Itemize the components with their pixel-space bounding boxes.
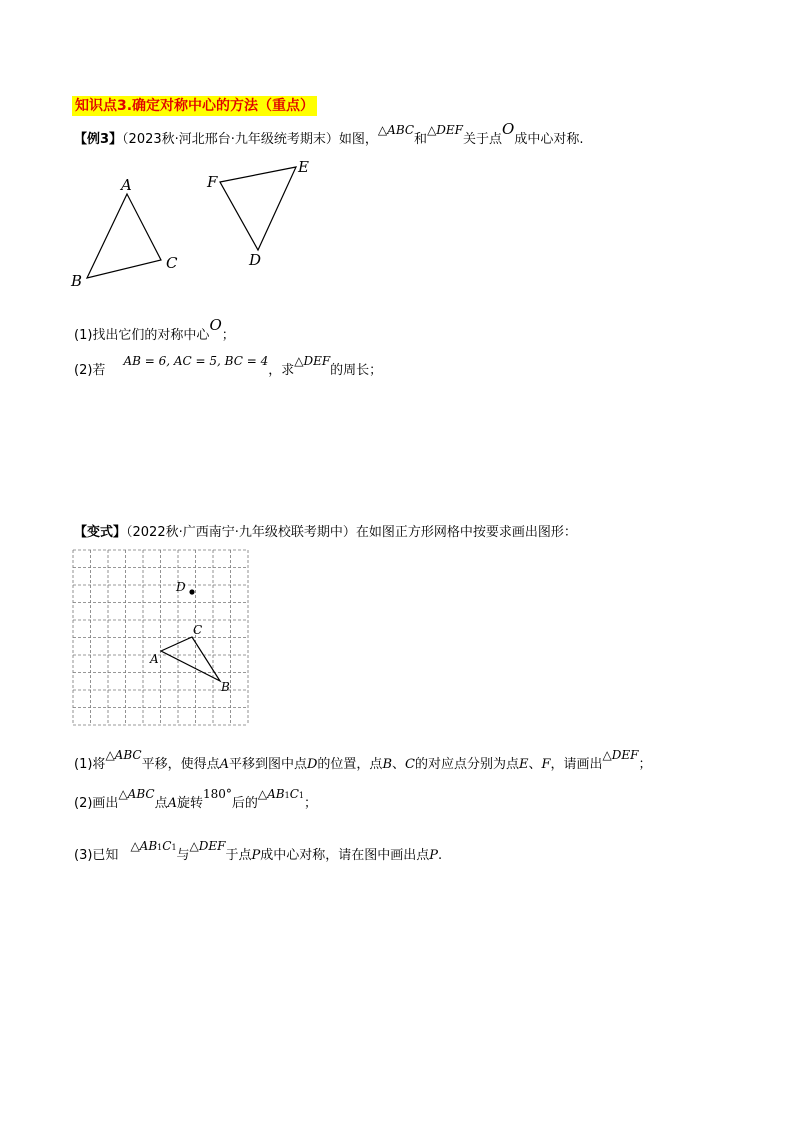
point-symbol: A: [219, 757, 229, 772]
triangle-symbol-c: C: [162, 839, 172, 853]
question-text: 于点: [225, 848, 252, 863]
question-text: 旋转: [176, 796, 203, 811]
point-symbol: C: [405, 757, 415, 772]
variant-question-3: [74, 839, 443, 866]
label-f: F: [207, 173, 218, 191]
triangle-def-symbol: △DEF: [602, 748, 639, 762]
triangle-def: [220, 167, 296, 250]
question-text: ；: [638, 757, 652, 772]
triangle-ab1c1-symbol: [130, 839, 176, 853]
question-text: 、: [392, 757, 406, 772]
label-c: C: [166, 254, 178, 272]
point-symbol: F: [541, 757, 551, 772]
question-text: ；: [221, 328, 235, 343]
triangle-symbol-main: △AB: [130, 839, 158, 853]
label-e: E: [298, 158, 309, 176]
subscript: 1: [284, 791, 290, 800]
triangle-symbol-c: C: [289, 787, 299, 801]
example3-statement: [74, 120, 584, 149]
rotation-angle: 180°: [202, 787, 232, 801]
question-number: (2): [74, 796, 93, 811]
triangle-ab1c1-symbol: [258, 787, 304, 801]
question-text: 、: [528, 757, 542, 772]
question-text: 找出它们的对称中心: [92, 328, 210, 343]
question-text: ，求: [268, 363, 295, 378]
question-text: 平移到图中点: [228, 757, 307, 772]
triangle-symbol-main: △AB: [257, 787, 285, 801]
variant-tag: 【变式】: [74, 525, 127, 540]
subscript: 1: [157, 843, 163, 852]
question-text: 点: [154, 796, 168, 811]
label-d: D: [249, 251, 262, 269]
variant-statement: [74, 524, 577, 542]
example3-text: 关于点: [463, 132, 503, 147]
question-number: (1): [74, 328, 93, 343]
triangle-abc-symbol: △ABC: [377, 123, 415, 137]
variant-grid-figure: [68, 545, 258, 735]
question-text: ，请画出: [550, 757, 603, 772]
example3-triangles-figure: [60, 155, 340, 295]
point-symbol: D: [306, 757, 318, 772]
example3-tag: 【例3】: [74, 132, 123, 147]
subscript: 1: [298, 791, 304, 800]
question-text: 的对应点分别为点: [414, 757, 519, 772]
variant-question-1: [74, 748, 652, 774]
point-symbol: E: [518, 757, 529, 772]
question-number: (1): [74, 757, 93, 772]
question-number: (2): [74, 363, 93, 378]
point-symbol: A: [167, 796, 177, 811]
example3-question-2: [74, 354, 383, 380]
question-text: ；: [304, 796, 318, 811]
question-text: 画出: [92, 796, 119, 811]
point-symbol: B: [382, 757, 392, 772]
triangle-abc-symbol: △ABC: [118, 787, 155, 801]
point-d-dot: [189, 589, 194, 594]
label-b: B: [71, 272, 83, 290]
example3-question-1: [74, 316, 235, 345]
triangle-abc-symbol: △ABC: [105, 748, 142, 762]
point-symbol: P: [429, 848, 439, 863]
question-text: 平移，使得点: [141, 757, 220, 772]
square-grid: [73, 550, 248, 725]
subscript: 1: [171, 843, 177, 852]
triangle-def-symbol: △DEF: [189, 839, 226, 853]
grid-label-a: A: [150, 652, 159, 666]
variant-question-2: [74, 787, 318, 814]
question-text: .: [438, 848, 443, 863]
variant-text: 在如图正方形网格中按要求画出图形：: [355, 525, 577, 540]
triangle-abc: [87, 194, 161, 278]
question-text: 与: [176, 848, 190, 863]
given-lengths-formula: AB = 6, AC = 5, BC = 4: [123, 354, 269, 368]
question-text: 已知: [92, 848, 119, 863]
question-text: 将: [92, 757, 106, 772]
triangle-abc: [161, 637, 220, 681]
question-text: 若: [92, 363, 106, 378]
example3-text: 成中心对称.: [514, 132, 584, 147]
point-o-symbol: O: [502, 120, 515, 138]
question-text: 的位置，点: [317, 757, 383, 772]
point-o-symbol: O: [209, 316, 222, 334]
example3-text: 如图，: [338, 132, 378, 147]
triangle-def-symbol: △DEF: [427, 123, 463, 137]
grid-label-b: B: [221, 680, 230, 694]
question-number: (3): [74, 848, 93, 863]
example3-text: 和: [414, 132, 428, 147]
grid-label-d: D: [176, 580, 186, 594]
question-text: 的周长；: [330, 363, 383, 378]
label-a: A: [121, 176, 132, 194]
grid-label-c: C: [193, 623, 203, 637]
section-heading: 知识点3.确定对称中心的方法（重点）: [72, 96, 317, 116]
question-text: 后的: [231, 796, 258, 811]
triangle-def-symbol: △DEF: [294, 354, 331, 368]
question-text: 成中心对称，请在图中画出点: [260, 848, 430, 863]
variant-source: （2022秋·广西南宁·九年级校联考期中）: [126, 525, 356, 540]
point-symbol: P: [251, 848, 261, 863]
example3-source: （2023秋·河北邢台·九年级统考期末）: [122, 132, 339, 147]
